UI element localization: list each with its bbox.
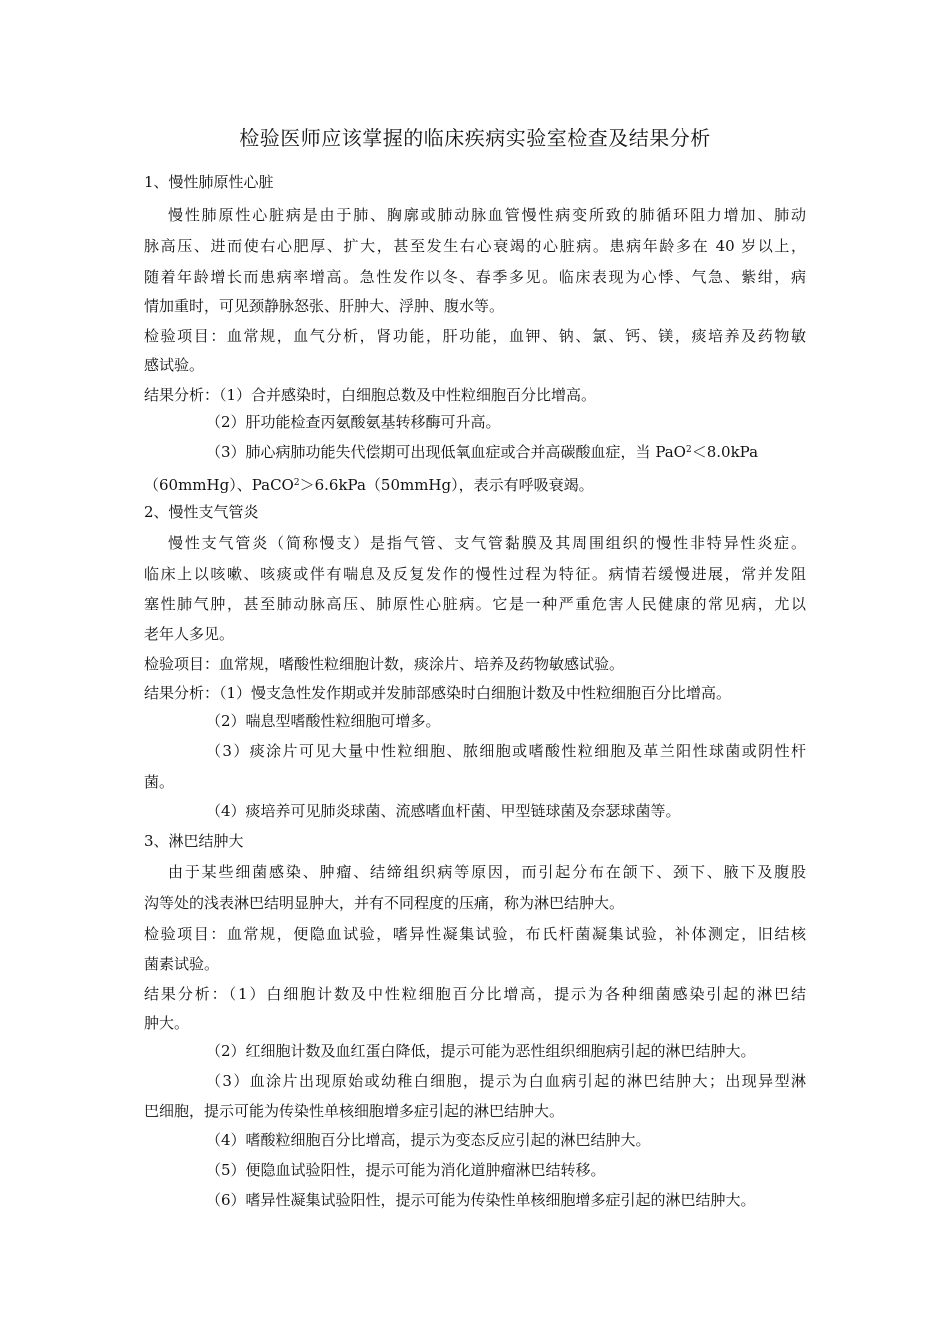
result-line: （3）痰涂片可见大量中性粒细胞、脓细胞或嗜酸性粒细胞及革兰阳性球菌或阴性杆 [206, 742, 806, 760]
subscript: 2 [293, 478, 300, 488]
test-items-line: 检验项目：血常规，血气分析，肾功能，肝功能，血钾、钠、氯、钙、镁，痰培养及药物敏 [144, 327, 806, 345]
result-line [144, 475, 594, 495]
result-line: 结果分析：（1）白细胞计数及中性粒细胞百分比增高，提示为各种细菌感染引起的淋巴结 [144, 985, 806, 1003]
result-line: （6）嗜异性凝集试验阳性，提示可能为传染性单核细胞增多症引起的淋巴结肿大。 [206, 1191, 756, 1209]
paragraph-line: 情加重时，可见颈静脉怒张、肝肿大、浮肿、腹水等。 [144, 297, 505, 315]
result-line: （2）喘息型嗜酸性粒细胞可增多。 [206, 712, 441, 730]
section-3-heading: 3、淋巴结肿大 [144, 832, 244, 850]
paragraph-line: 由于某些细菌感染、肿瘤、结缔组织病等原因，而引起分布在颌下、颈下、腋下及腹股 [168, 863, 806, 881]
paragraph-line: 临床上以咳嗽、咳痰或伴有喘息及反复发作的慢性过程为特征。病情若缓慢进展，常并发阻 [144, 565, 806, 583]
paragraph-line: 老年人多见。 [144, 625, 235, 643]
result-line: （5）便隐血试验阳性，提示可能为消化道肿瘤淋巴结转移。 [206, 1161, 606, 1179]
result-line: 结果分析：（1）慢支急性发作期或并发肺部感染时白细胞计数及中性粒细胞百分比增高。 [144, 684, 732, 702]
document-title: 检验医师应该掌握的临床疾病实验室检查及结果分析 [239, 126, 711, 150]
paragraph-line: 脉高压、进而使右心肥厚、扩大，甚至发生右心衰竭的心脏病。患病年龄多在 40 岁以上， [144, 237, 806, 255]
result-line: （2）红细胞计数及血红蛋白降低，提示可能为恶性组织细胞病引起的淋巴结肿大。 [206, 1042, 756, 1060]
paragraph-line: 随着年龄增长而患病率增高。急性发作以冬、春季多见。临床表现为心悸、气急、紫绀，病 [144, 268, 806, 286]
test-items-line: 感试验。 [144, 356, 205, 374]
paragraph-line: 沟等处的浅表淋巴结明显肿大，并有不同程度的压痛，称为淋巴结肿大。 [144, 894, 625, 912]
test-items-line: 菌素试验。 [144, 955, 220, 973]
test-items-line: 检验项目：血常规，便隐血试验，嗜异性凝集试验，布氏杆菌凝集试验，补体测定，旧结核 [144, 925, 806, 943]
section-2-heading: 2、慢性支气管炎 [144, 503, 259, 521]
result-line: 巴细胞，提示可能为传染性单核细胞增多症引起的淋巴结肿大。 [144, 1102, 565, 1120]
result-text: （60mmHg）、PaCO [144, 476, 294, 494]
result-line: （3）血涂片出现原始或幼稚白细胞，提示为白血病引起的淋巴结肿大；出现异型淋 [206, 1072, 806, 1090]
result-line: 菌。 [144, 773, 175, 791]
paragraph-line: 慢性支气管炎（简称慢支）是指气管、支气管黏膜及其周围组织的慢性非特异性炎症。 [168, 534, 806, 552]
result-text: ＞6.6kPa（50mmHg），表示有呼吸衰竭。 [299, 476, 594, 494]
result-line: （4）嗜酸粒细胞百分比增高，提示为变态反应引起的淋巴结肿大。 [206, 1131, 651, 1149]
result-text: （3）肺心病肺功能失代偿期可出现低氧血症或合并高碳酸血症，当 PaO [206, 443, 686, 461]
test-items-line: 检验项目：血常规，嗜酸性粒细胞计数，痰涂片、培养及药物敏感试验。 [144, 655, 625, 673]
section-1-heading: 1、慢性肺原性心脏 [144, 173, 274, 191]
result-line [206, 442, 758, 462]
result-line: （4）痰培养可见肺炎球菌、流感嗜血杆菌、甲型链球菌及奈瑟球菌等。 [206, 802, 681, 820]
result-line: 结果分析：（1）合并感染时，白细胞总数及中性粒细胞百分比增高。 [144, 386, 597, 404]
paragraph-line: 慢性肺原性心脏病是由于肺、胸廓或肺动脉血管慢性病变所致的肺循环阻力增加、肺动 [168, 206, 806, 224]
result-text: ＜8.0kPa [691, 443, 759, 461]
result-line: 肿大。 [144, 1014, 190, 1032]
paragraph-line: 塞性肺气肿，甚至肺动脉高压、肺原性心脏病。它是一种严重危害人民健康的常见病，尤以 [144, 595, 806, 613]
result-line: （2）肝功能检查丙氨酸氨基转移酶可升高。 [206, 413, 501, 431]
subscript: 2 [685, 445, 692, 455]
